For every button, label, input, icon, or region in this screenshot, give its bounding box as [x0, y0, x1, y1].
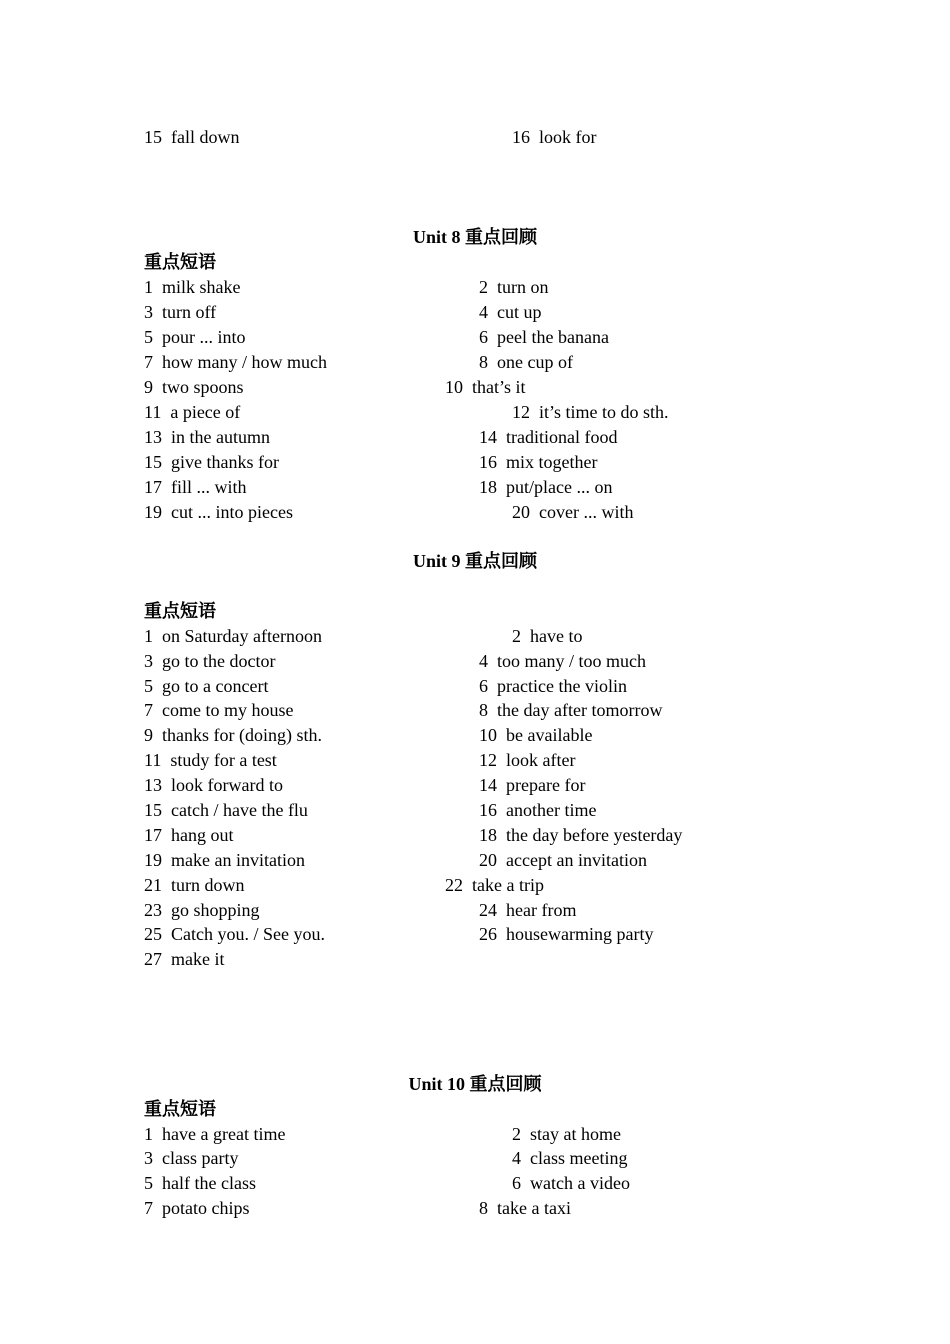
phrase-item: 14 prepare for: [479, 775, 586, 795]
phrase-item: 10 be available: [479, 725, 593, 745]
phrase-item: 7 come to my house: [144, 700, 294, 720]
phrase-item: 12 it’s time to do sth.: [512, 402, 669, 422]
phrase-item: 4 too many / too much: [479, 651, 646, 671]
phrase-item: 6 practice the violin: [479, 676, 627, 696]
phrase-item: 25 Catch you. / See you.: [144, 924, 325, 944]
phrase-item: 16 another time: [479, 800, 597, 820]
phrase-item: 17 fill ... with: [144, 477, 247, 497]
phrase-item: 4 class meeting: [512, 1148, 628, 1168]
phrase-item: 22 take a trip: [445, 875, 544, 895]
phrase-item: 23 go shopping: [144, 900, 260, 920]
phrase-item: 18 put/place ... on: [479, 477, 613, 497]
phrase-item: 18 the day before yesterday: [479, 825, 683, 845]
phrase-item: 3 go to the doctor: [144, 651, 276, 671]
phrase-item: 20 cover ... with: [512, 502, 634, 522]
phrase-item: 16 mix together: [479, 452, 598, 472]
unit-10-phrases-label: 重点短语: [144, 1099, 216, 1119]
phrase-item: 15 give thanks for: [144, 452, 279, 472]
phrase-item: 2 turn on: [479, 277, 549, 297]
phrase-item: 1 have a great time: [144, 1124, 286, 1144]
phrase-item: 27 make it: [144, 949, 225, 969]
phrase-item: 9 thanks for (doing) sth.: [144, 725, 322, 745]
unit-10-title: Unit 10 重点回顾: [408, 1074, 542, 1094]
unit-8-phrases-label: 重点短语: [144, 252, 216, 272]
phrase-item: 5 half the class: [144, 1173, 256, 1193]
phrase-item: 10 that’s it: [445, 377, 526, 397]
phrase-item: 8 the day after tomorrow: [479, 700, 663, 720]
phrase-item: 13 look forward to: [144, 775, 283, 795]
phrase-item: 8 take a taxi: [479, 1198, 571, 1218]
phrase-item: 8 one cup of: [479, 352, 573, 372]
phrase-item: 24 hear from: [479, 900, 577, 920]
phrase-item: 2 have to: [512, 626, 583, 646]
phrase-item: 16 look for: [512, 127, 597, 147]
phrase-item: 6 watch a video: [512, 1173, 630, 1193]
phrase-item: 9 two spoons: [144, 377, 244, 397]
phrase-item: 1 on Saturday afternoon: [144, 626, 322, 646]
phrase-item: 11 study for a test: [144, 750, 277, 770]
phrase-item: 19 make an invitation: [144, 850, 305, 870]
phrase-item: 4 cut up: [479, 302, 542, 322]
phrase-item: 3 class party: [144, 1148, 239, 1168]
phrase-item: 12 look after: [479, 750, 576, 770]
phrase-item: 17 hang out: [144, 825, 234, 845]
phrase-item: 15 catch / have the flu: [144, 800, 308, 820]
phrase-item: 20 accept an invitation: [479, 850, 647, 870]
phrase-item: 15 fall down: [144, 127, 240, 147]
phrase-item: 19 cut ... into pieces: [144, 502, 293, 522]
phrase-item: 5 go to a concert: [144, 676, 269, 696]
phrase-item: 6 peel the banana: [479, 327, 609, 347]
unit-8-title: Unit 8 重点回顾: [412, 227, 537, 247]
phrase-item: 14 traditional food: [479, 427, 618, 447]
phrase-item: 21 turn down: [144, 875, 245, 895]
phrase-item: 7 potato chips: [144, 1198, 250, 1218]
phrase-item: 13 in the autumn: [144, 427, 270, 447]
unit-9-title: Unit 9 重点回顾: [412, 551, 537, 571]
unit-9-phrases-label: 重点短语: [144, 601, 216, 621]
phrase-item: 1 milk shake: [144, 277, 241, 297]
phrase-item: 11 a piece of: [144, 402, 241, 422]
phrase-item: 5 pour ... into: [144, 327, 246, 347]
phrase-item: 2 stay at home: [512, 1124, 621, 1144]
phrase-item: 26 housewarming party: [479, 924, 654, 944]
phrase-item: 3 turn off: [144, 302, 217, 322]
phrase-item: 7 how many / how much: [144, 352, 327, 372]
